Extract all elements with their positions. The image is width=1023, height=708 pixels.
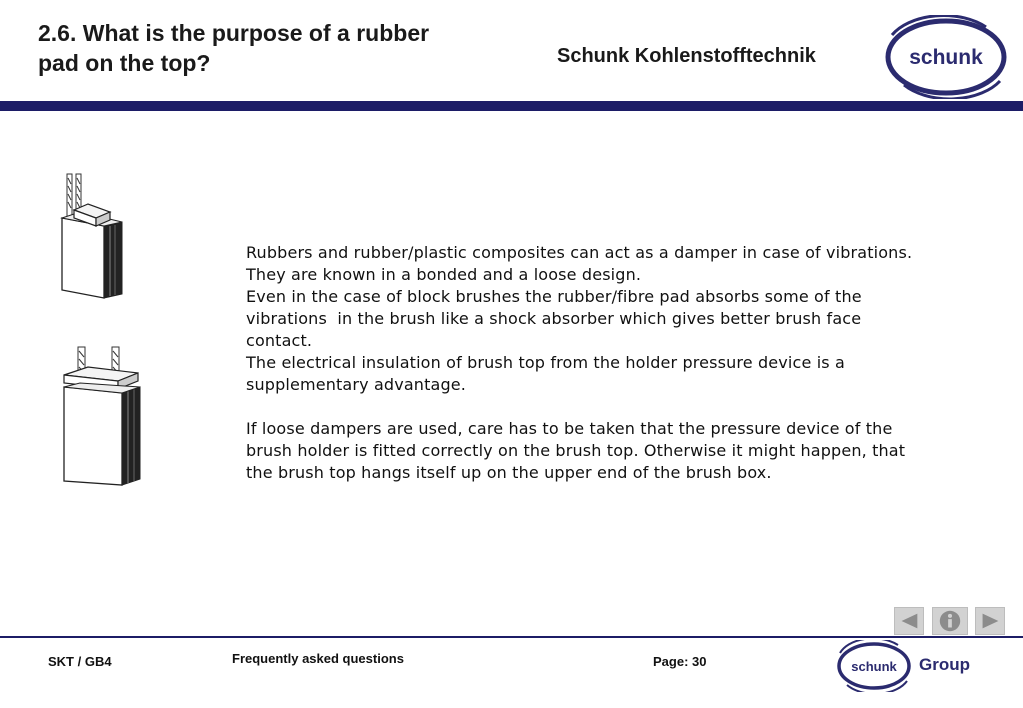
schunk-logo-text: schunk (909, 46, 983, 69)
slide-title-line-1: 2.6. What is the purpose of a rubber (38, 20, 430, 46)
body-line: They are known in a bonded and a loose design. (246, 265, 642, 284)
footer-section-title: Frequently asked questions (232, 651, 404, 666)
footer-department: SKT / GB4 (48, 654, 112, 669)
triangle-right-icon (976, 608, 1004, 634)
previous-slide-button[interactable] (894, 607, 924, 635)
schunk-logo (880, 15, 1010, 99)
body-line: Rubbers and rubber/plastic composites can act as a damper in case of vibrations. (246, 243, 913, 262)
brush-bonded-pad-figure (52, 170, 132, 302)
info-icon (933, 608, 967, 634)
group-label: Group (919, 655, 970, 674)
slide-title (38, 18, 508, 78)
page-number: Page: 30 (653, 654, 707, 669)
schunk-group-logo (834, 640, 914, 692)
body-line: the brush top hangs itself up on the upper end of the brush box. (246, 463, 772, 482)
company-name: Schunk Kohlenstofftechnik (557, 45, 816, 67)
schunk-group-logo-text: schunk (851, 659, 897, 674)
next-slide-button[interactable] (975, 607, 1005, 635)
body-line: contact. (246, 331, 313, 350)
info-button[interactable] (932, 607, 968, 635)
body-line: brush holder is fitted correctly on the brush top. Otherwise it might happen, that (246, 441, 906, 460)
body-line: The electrical insulation of brush top from the holder pressure device is a (246, 353, 845, 372)
body-line: If loose dampers are used, care has to be taken that the pressure device of the (246, 419, 893, 438)
body-line: supplementary advantage. (246, 375, 466, 394)
body-line: Even in the case of block brushes the rubber/fibre pad absorbs some of the (246, 287, 862, 306)
slide-title-line-2: pad on the top? (38, 50, 211, 76)
body-text (246, 242, 986, 484)
paragraph-gap (246, 396, 986, 418)
brush-loose-pad-figure (52, 343, 148, 488)
header-rule (0, 101, 1023, 111)
triangle-left-icon (895, 608, 923, 634)
body-line: vibrations in the brush like a shock absorber which gives better brush face (246, 309, 862, 328)
footer-rule (0, 636, 1023, 638)
